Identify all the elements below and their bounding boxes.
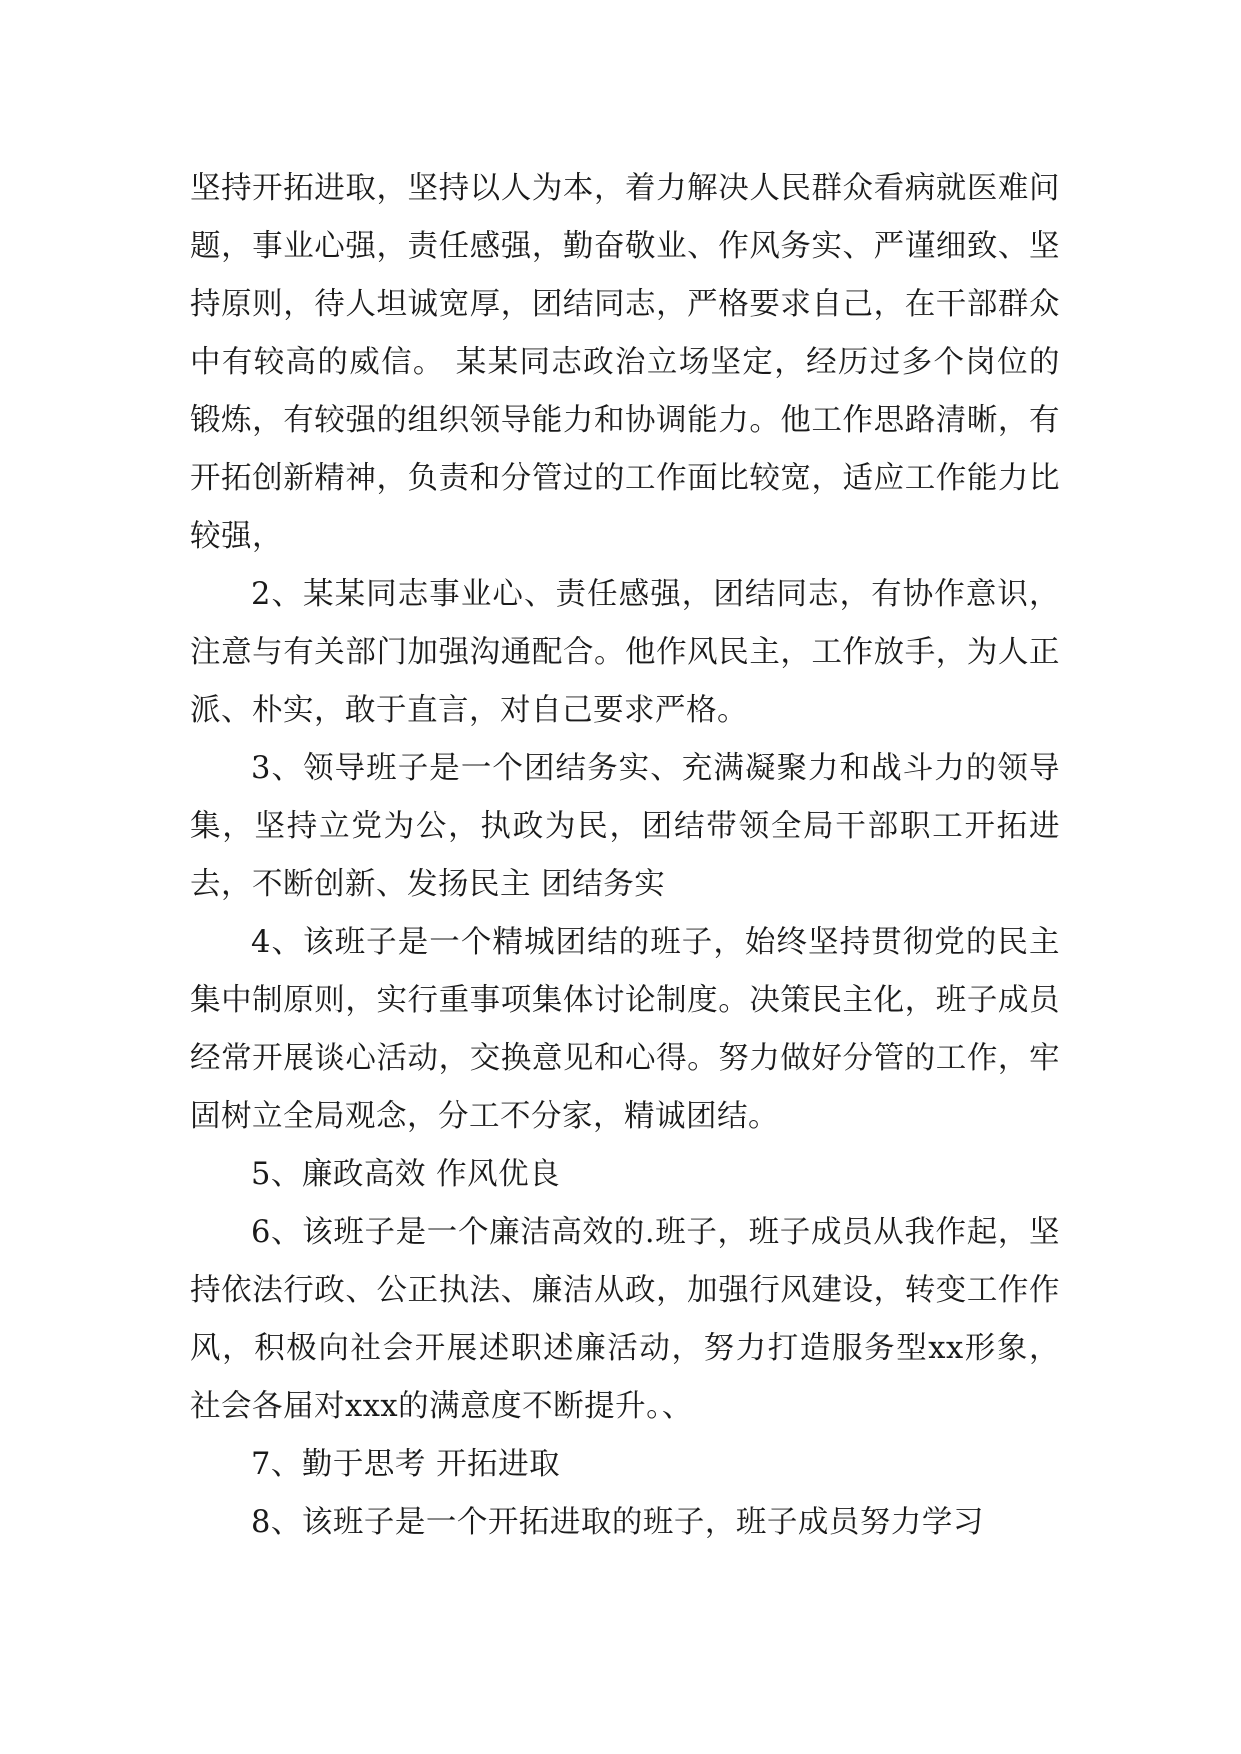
paragraph-item-2: 2、某某同志事业心、责任感强，团结同志，有协作意识，注意与有关部门加强沟通配合。他作风民主，工作放手，为人正派、朴实，敢于直言，对自己要求严格。 (190, 577, 1060, 728)
paragraph-item-8: 8、该班子是一个开拓进取的班子，班子成员努力学习 (251, 1505, 984, 1540)
paragraph-item-5: 5、廉政高效 作风优良 (251, 1157, 561, 1192)
paragraph-item-7: 7、勤于思考 开拓进取 (251, 1447, 561, 1482)
document-body (190, 160, 1060, 1552)
paragraph-item-3: 3、领导班子是一个团结务实、充满凝聚力和战斗力的领导集，坚持立党为公，执政为民，团结带领全局干部职工开拓进去，不断创新、发扬民主 团结务实 (190, 751, 1060, 902)
paragraph-item-6: 6、该班子是一个廉洁高效的.班子，班子成员从我作起，坚持依法行政、公正执法、廉洁从政，加强行风建设，转变工作作风，积极向社会开展述职述廉活动，努力打造服务型xx形象，社会各届对xxx的满意度不断提升。、 (190, 1215, 1060, 1424)
paragraph-continued: 坚持开拓进取，坚持以人为本，着力解决人民群众看病就医难问题，事业心强，责任感强，勤奋敬业、作风务实、严谨细致、坚持原则，待人坦诚宽厚，团结同志，严格要求自己，在干部群众中有较高的威信。 某某同志政治立场坚定，经历过多个岗位的锻炼，有较强的组织领导能力和协调能力。他工作思路清晰，有开拓创新精神，负责和分管过的工作面比较宽，适应工作能力比较强， (190, 171, 1060, 554)
paragraph-item-4: 4、该班子是一个精城团结的班子，始终坚持贯彻党的民主集中制原则，实行重事项集体讨论制度。决策民主化，班子成员经常开展谈心活动，交换意见和心得。努力做好分管的工作，牢固树立全局观念，分工不分家，精诚团结。 (190, 925, 1060, 1134)
